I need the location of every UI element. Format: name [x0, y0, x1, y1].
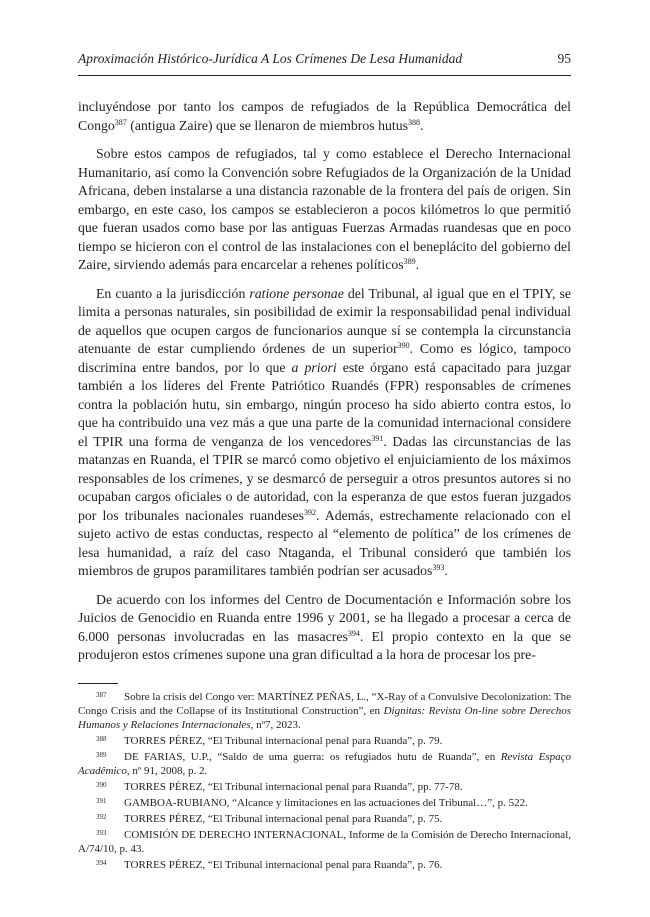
footnote-number: 392 — [96, 813, 107, 821]
footnote-ref[interactable]: 387 — [114, 117, 127, 127]
paragraph-4: De acuerdo con los informes del Centro de Documentación e Información sobre los Juicios de Genocidio en Ruanda entre 1996 y 2001, se ha llegado a procesar a cerca de 6.000 personas involucradas en las masacres$^{394}$. El propio contexto en la que se produjeron estos crímenes supone una gran dificultad a la hora de procesar los pre- — [78, 591, 572, 662]
footnote: 388 TORRES PÉREZ, “El Tribunal internacional penal para Ruanda”, p. 79. — [78, 732, 571, 748]
footnote-ref[interactable]: 393 — [432, 563, 445, 572]
running-header — [78, 51, 571, 71]
footnote: 390 TORRES PÉREZ, “El Tribunal internacional penal para Ruanda”, pp. 77-78. — [78, 778, 571, 794]
running-title: Aproximación Histórico-Jurídica A Los Crímenes De Lesa Humanidad — [78, 51, 463, 66]
footnote-number: 393 — [96, 829, 107, 837]
footnote-ref[interactable]: 390 — [397, 341, 410, 350]
footnote: 387 Sobre la crisis del Congo ver: MARTÍNEZ PEÑAS, L., “X-Ray of a Convulsive Decolonization: The Congo Crisis and the Collapse of its Institutional Construction”, en Dignitas: Revista On-line sobre Derechos Humanos y Relaciones Internacionales, nº7, 2023. — [78, 688, 571, 732]
footnote-ref[interactable]: 389 — [403, 257, 416, 266]
footnote-number: 389 — [96, 751, 107, 759]
footnote-ref[interactable]: 392 — [303, 507, 316, 517]
footnote: 394 TORRES PÉREZ, “El Tribunal internacional penal para Ruanda”, p. 76. — [78, 856, 571, 872]
footnotes — [78, 688, 571, 872]
footnote: 392 TORRES PÉREZ, “El Tribunal internacional penal para Ruanda”, p. 75. — [78, 810, 571, 826]
paragraph-3: En cuanto a la jurisdicción ratione personae del Tribunal, al igual que en el TPIY, se limita a personas naturales, sin posibilidad de eximir la responsabilidad penal individual de aquellos que ocupen cargos de funcionarios aunque sí se contempla la circunstancia atenuante de estar cumpliendo órdenes de un superior$^{390}$. Como es lógico, tampoco discrimina entre bandos, por lo que a priori este órgano está capacitado para juzgar también a los líderes del Frente Patriótico Ruandés (FPR) responsables de crímenes contra la población hutu, sin embargo, ningún proceso ha sido abierto contra estos, lo que ha contribuido una vez más a que una parte de la comunidad internacional considere el TPIR una forma de venganza de los vencedores$^{391}$. Dadas las circunstancias de las matanzas en Ruanda, el TPIR se marcó como objetivo el enjuiciamiento de los máximos responsables de los crímenes, y se desmarcó de perseguir a otros presuntos autores si no ocupaban cargos oficiales o de autoridad, con la esperanza de que estos fueran juzgados por los tribunales nacionales ruandeses$^{392}$. Además, estrechamente relacionado con el sujeto activo de estas conductas, respecto al “elemento de política” de los crímenes de lesa humanidad, a raíz del caso Ntaganda, el Tribunal consideró que también los miembros de grupos paramilitares también podrían ser acusados$^{393}$. — [78, 285, 571, 578]
footnote: 389 DE FARIAS, U.P., “Saldo de uma guerra: os refugiados hutu de Ruanda”, en Revista Espaço Acadêmico, nº 91, 2008, p. 2. — [78, 748, 571, 778]
body-text — [78, 98, 571, 675]
footnote-number: 390 — [96, 781, 107, 789]
footnote-rule — [78, 683, 118, 684]
footnote-ref[interactable]: 391 — [371, 433, 384, 443]
footnote-number: 394 — [96, 859, 107, 867]
footnote-ref[interactable]: 388 — [408, 117, 421, 127]
footnote: 391 GAMBOA-RUBIANO, “Alcance y limitaciones en las actuaciones del Tribunal…”, p. 522. — [78, 794, 571, 810]
paragraph-2: Sobre estos campos de refugiados, tal y como establece el Derecho Internacional Humanitario, así como la Convención sobre Refugiados de la Organización de la Unidad Africana, deben instalarse a una distancia razonable de la frontera del país de origen. Sin embargo, en este caso, los campos se establecieron a pocos kilómetros lo que permitió que fueran usados como base por las antiguas Fuerzas Armadas ruandesas que en poco tiempo se hicieron con el control de las instalaciones con el beneplácito del gobierno del Zaire, sirviendo además para encarcelar a rehenes políticos$^{389}$. — [78, 146, 571, 272]
header-rule — [78, 75, 571, 76]
footnote-number: 387 — [96, 691, 107, 699]
footnote: 393 COMISIÓN DE DERECHO INTERNACIONAL, Informe de la Comisión de Derecho Internacional, A/74/10, p. 43. — [78, 826, 571, 856]
paragraph-1: incluyéndose por tanto los campos de refugiados de la República Democrática del Congo$^{387}$ (antigua Zaire) que se llenaron de miembros hutus$^{388}$. — [78, 99, 571, 133]
footnote-number: 391 — [96, 797, 107, 805]
page-number: 95 — [557, 51, 571, 66]
footnote-ref[interactable]: 394 — [347, 628, 360, 638]
footnote-number: 388 — [96, 735, 107, 743]
